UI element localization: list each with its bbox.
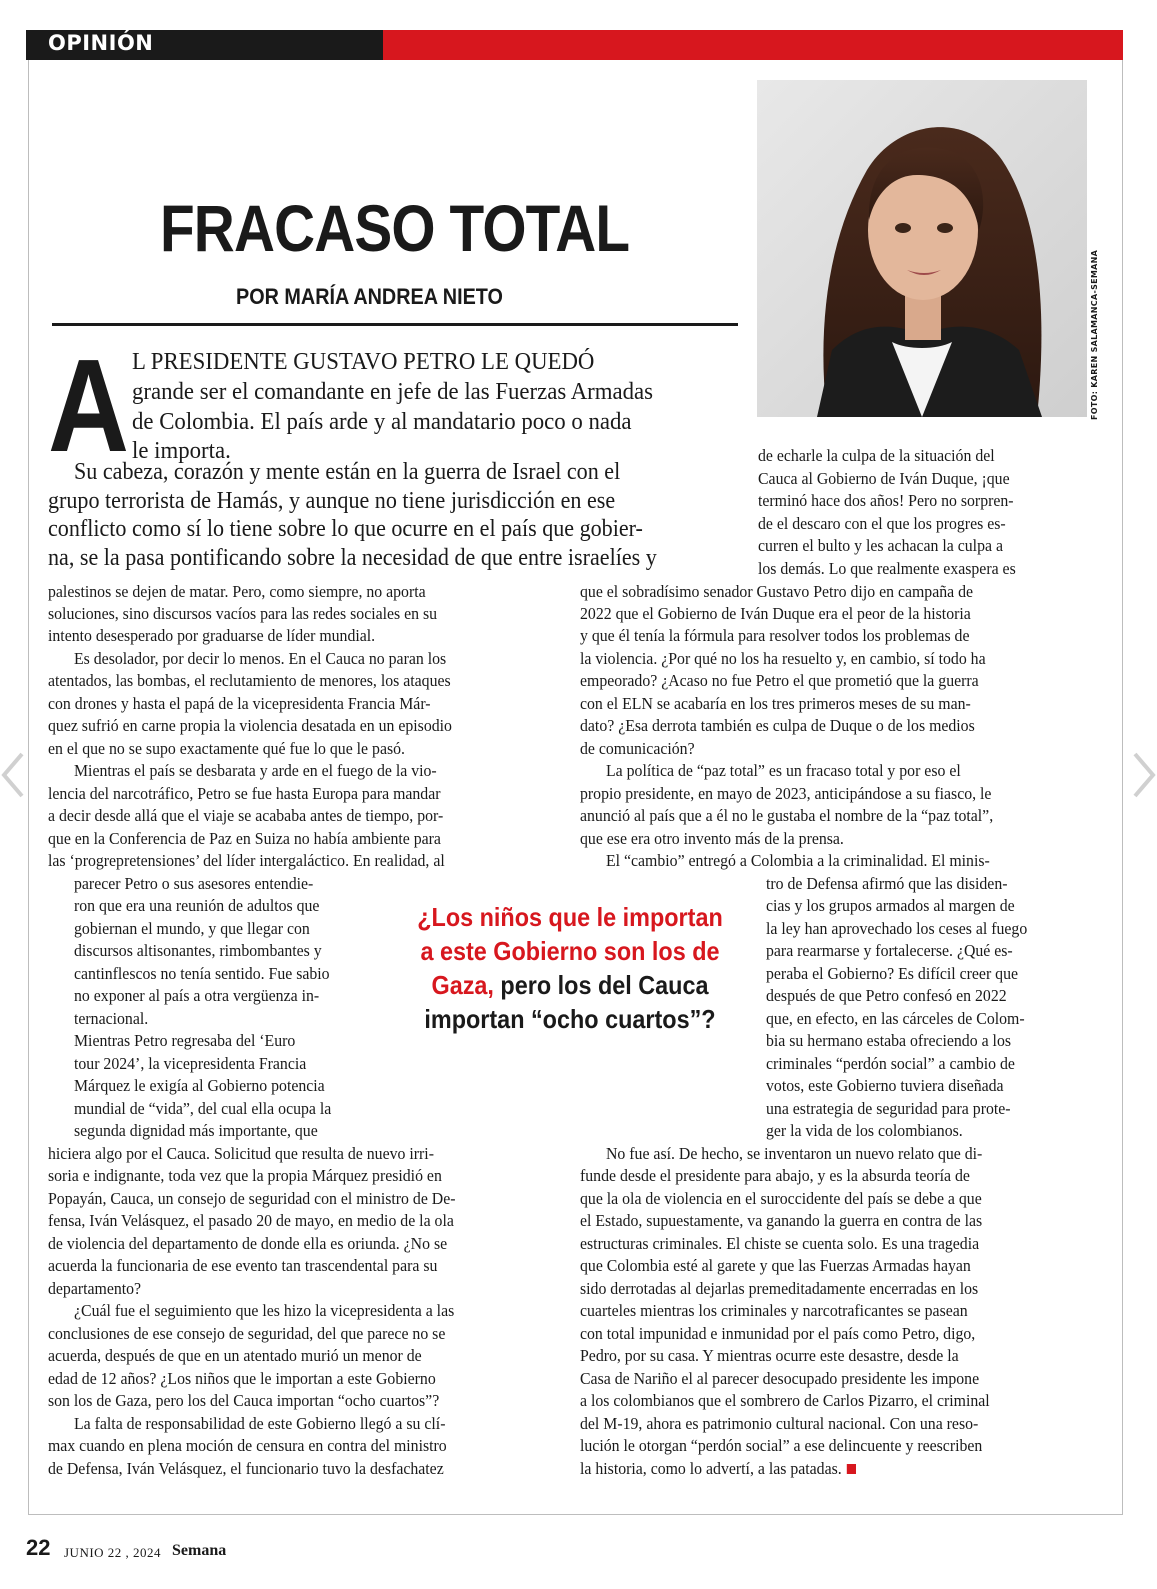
body-line: acuerda, después de que en un atentado murió un menor de bbox=[48, 1346, 422, 1365]
next-page-arrow-icon[interactable] bbox=[1127, 750, 1157, 800]
body-line: ron que era una reunión de adultos que bbox=[74, 896, 320, 915]
body-line: bia su hermano estaba ofreciendo a los bbox=[766, 1031, 1012, 1050]
drop-cap: A bbox=[48, 332, 130, 479]
body-line: para rearmarse y fortalecerse. ¿Qué es- bbox=[766, 941, 1013, 960]
article-byline: POR MARÍA ANDREA NIETO bbox=[236, 284, 503, 309]
body-line: de comunicación? bbox=[580, 739, 695, 758]
body-line: atentados, las bombas, el reclutamiento de menores, los ataques bbox=[48, 671, 451, 690]
body-line: tro de Defensa afirmó que las disiden- bbox=[766, 874, 1008, 893]
body-line: terminó hace dos años! Pero no sorpren- bbox=[758, 491, 1014, 510]
body-line: después de que Petro confesó en 2022 bbox=[766, 986, 1007, 1005]
pull-quote-red: ¿Los niños que le importan a este Gobierno son los de Gaza, bbox=[417, 902, 723, 1000]
body-line: conclusiones de ese consejo de seguridad, del que parece no se bbox=[48, 1324, 446, 1343]
body-line: a decir desde allá que el viaje se acababa antes de tiempo, por- bbox=[48, 806, 444, 825]
body-line: soluciones, sino discursos vacíos para las redes sociales en su bbox=[48, 604, 438, 623]
lead-line: L PRESIDENTE GUSTAVO PETRO LE QUEDÓ bbox=[132, 349, 595, 375]
body-line: intento desesperado por graduarse de líder mundial. bbox=[48, 626, 376, 645]
body-line: que la ola de violencia en el suroccidente del país se debe a que bbox=[580, 1189, 982, 1208]
body-line: segunda dignidad más importante, que bbox=[74, 1121, 318, 1140]
body-line: El “cambio” entregó a Colombia a la criminalidad. El minis- bbox=[606, 851, 990, 870]
body-line: departamento? bbox=[48, 1279, 142, 1298]
body-line: funde desde el presidente para abajo, y es la absurda teoría de bbox=[580, 1166, 970, 1185]
body-line: con total impunidad e inmunidad por el país como Petro, digo, bbox=[580, 1324, 976, 1343]
body-line: cias y los grupos armados al margen de bbox=[766, 896, 1015, 915]
body-line: empeorado? ¿Acaso no fue Petro el que prometió que la guerra bbox=[580, 671, 979, 690]
body-line: No fue así. De hecho, se inventaron un nuevo relato que di- bbox=[606, 1144, 983, 1163]
body-line: Popayán, Cauca, un consejo de seguridad con el ministro de De- bbox=[48, 1189, 456, 1208]
page-number: 22 bbox=[26, 1535, 51, 1560]
author-portrait-illustration bbox=[757, 80, 1087, 417]
body-line: del M-19, ahora es patrimonio cultural nacional. Con una reso- bbox=[580, 1414, 979, 1433]
body-line: discursos altisonantes, rimbombantes y bbox=[74, 941, 322, 960]
body-line: una estrategia de seguridad para prote- bbox=[766, 1099, 1011, 1118]
magazine-name: Semana bbox=[172, 1542, 227, 1559]
body-line: que el sobradísimo senador Gustavo Petro dijo en campaña de bbox=[580, 582, 974, 601]
body-line: Casa de Nariño el al parecer desocupado presidente les impone bbox=[580, 1369, 980, 1388]
lead-line: grupo terrorista de Hamás, y aunque no tiene jurisdicción en ese bbox=[48, 488, 616, 514]
title-rule bbox=[52, 323, 738, 326]
body-line: edad de 12 años? ¿Los niños que le importan a este Gobierno bbox=[48, 1369, 436, 1388]
pull-quote-black: pero los del Cauca importan “ocho cuartos”? bbox=[424, 970, 716, 1034]
body-line: la violencia. ¿Por qué no los ha resuelto y, en cambio, sí todo ha bbox=[580, 649, 986, 668]
body-line: con drones y hasta el papá de la vicepresidenta Francia Már- bbox=[48, 694, 431, 713]
body-line: cuarteles mientras los criminales y narcotraficantes se pasean bbox=[580, 1301, 968, 1320]
body-line: a los colombianos que el sombrero de Carlos Pizarro, el criminal bbox=[580, 1391, 990, 1410]
body-line: Mientras el país se desbarata y arde en el fuego de la vio- bbox=[74, 761, 437, 780]
body-line: propio presidente, en mayo de 2023, anticipándose a su fiasco, le bbox=[580, 784, 992, 803]
body-line: cantinflescos no tenía sentido. Fue sabio bbox=[74, 964, 330, 983]
photo-credit: FOTO: KAREN SALAMANCA-SEMANA bbox=[1090, 249, 1099, 420]
body-line: y que él tenía la fórmula para resolver todos los problemas de bbox=[580, 626, 970, 645]
body-line: criminales “perdón social” a cambio de bbox=[766, 1054, 1015, 1073]
body-line: en el que no se supo exactamente qué fue lo que le pasó. bbox=[48, 739, 405, 758]
body-line: peraba el Gobierno? Es difícil creer que bbox=[766, 964, 1019, 983]
body-line: La política de “paz total” es un fracaso total y por eso el bbox=[606, 761, 961, 780]
lead-line: grande ser el comandante en jefe de las Fuerzas Armadas bbox=[132, 379, 654, 405]
body-line: La falta de responsabilidad de este Gobierno llegó a su clí- bbox=[74, 1414, 446, 1433]
body-line: las ‘progrepretensiones’ del líder intergaláctico. En realidad, al bbox=[48, 851, 445, 870]
body-line-last bbox=[580, 1460, 856, 1477]
lead-line: na, se la pasa pontificando sobre la necesidad de que entre israelíes y bbox=[48, 545, 657, 571]
body-line: fensa, Iván Velásquez, el pasado 20 de mayo, en medio de la ola bbox=[48, 1211, 454, 1230]
body-line: no exponer al país a otra vergüenza in- bbox=[74, 986, 320, 1005]
section-label: OPINIÓN bbox=[48, 31, 154, 55]
body-line: de echarle la culpa de la situación del bbox=[758, 446, 995, 465]
body-line: anunció al país que a él no le gustaba el nombre de la “paz total”, bbox=[580, 806, 994, 825]
body-line: gobiernan el mundo, y que llegar con bbox=[74, 919, 310, 938]
body-line: que ese era otro invento más de la prensa. bbox=[580, 829, 844, 848]
body-line: de el descaro con el que los progres es- bbox=[758, 514, 1006, 533]
body-line: de violencia del departamento de donde ella es oriunda. ¿No se bbox=[48, 1234, 448, 1253]
body-line: dato? ¿Esa derrota también es culpa de Duque o de los medios bbox=[580, 716, 975, 735]
body-line: el Estado, supuestamente, va ganando la guerra en contra de las bbox=[580, 1211, 983, 1230]
body-line-text: la historia, como lo advertí, a las patadas. bbox=[580, 1459, 842, 1478]
body-line: que en la Conferencia de Paz en Suiza no había ambiente para bbox=[48, 829, 441, 848]
body-line: 2022 que el Gobierno de Iván Duque era el peor de la historia bbox=[580, 604, 971, 623]
body-line: son los de Gaza, pero los del Cauca importan “ocho cuartos”? bbox=[48, 1391, 440, 1410]
body-line: hiciera algo por el Cauca. Solicitud que resulta de nuevo irri- bbox=[48, 1144, 434, 1163]
lead-line: le importa. bbox=[132, 438, 231, 464]
body-line: tour 2024’, la vicepresidenta Francia bbox=[74, 1054, 307, 1073]
body-line: Mientras Petro regresaba del ‘Euro bbox=[74, 1031, 296, 1050]
body-line: palestinos se dejen de matar. Pero, como siempre, no aporta bbox=[48, 582, 426, 601]
body-line: max cuando en plena moción de censura en contra del ministro bbox=[48, 1436, 447, 1455]
body-line: ¿Cuál fue el seguimiento que les hizo la vicepresidenta a las bbox=[74, 1301, 455, 1320]
body-line: que, en efecto, en las cárceles de Colom- bbox=[766, 1009, 1025, 1028]
article-title: FRACASO TOTAL bbox=[160, 191, 630, 265]
body-line: los demás. Lo que realmente exaspera es bbox=[758, 559, 1016, 578]
body-line: con el ELN se acabaría en los tres primeros meses de su man- bbox=[580, 694, 971, 713]
body-line: ger la vida de los colombianos. bbox=[766, 1121, 963, 1140]
body-line: curren el bulto y les achacan la culpa a bbox=[758, 536, 1003, 555]
body-line: estructuras criminales. El chiste se cuenta solo. Es una tragedia bbox=[580, 1234, 980, 1253]
body-line: Cauca al Gobierno de Iván Duque, ¡que bbox=[758, 469, 1010, 488]
body-line: lución le otorgan “perdón social” a ese delincuente y reescriben bbox=[580, 1436, 983, 1455]
pull-quote bbox=[417, 900, 723, 1036]
body-line: quez sufrió en carne propia la violencia desatada en un episodio bbox=[48, 716, 452, 735]
body-line: Márquez le exigía al Gobierno potencia bbox=[74, 1076, 325, 1095]
body-line: Es desolador, por decir lo menos. En el Cauca no paran los bbox=[74, 649, 447, 668]
body-line: la ley han aprovechado los ceses al fuego bbox=[766, 919, 1028, 938]
lead-line: conflicto como sí lo tiene sobre lo que ocurre en el país que gobier- bbox=[48, 516, 643, 542]
body-line: mundial de “vida”, del cual ella ocupa la bbox=[74, 1099, 332, 1118]
lead-line: de Colombia. El país arde y al mandatario poco o nada bbox=[132, 409, 632, 435]
body-line: de Defensa, Iván Velásquez, el funcionario tuvo la desfachatez bbox=[48, 1459, 444, 1478]
body-line: ternacional. bbox=[74, 1009, 149, 1028]
lead-line: Su cabeza, corazón y mente están en la guerra de Israel con el bbox=[74, 459, 621, 485]
previous-page-arrow-icon[interactable] bbox=[0, 750, 30, 800]
body-line: votos, este Gobierno tuviera diseñada bbox=[766, 1076, 1004, 1095]
author-photo bbox=[757, 80, 1087, 417]
issue-date: JUNIO 22 , 2024 bbox=[64, 1545, 162, 1560]
body-line: sido derrotadas al dejarlas premeditadamente encerradas en los bbox=[580, 1279, 979, 1298]
end-mark bbox=[847, 1464, 856, 1474]
body-line: lencia del narcotráfico, Petro se fue hasta Europa para mandar bbox=[48, 784, 441, 803]
body-line: que Colombia esté al garete y que las Fuerzas Armadas hayan bbox=[580, 1256, 971, 1275]
section-accent-bar bbox=[383, 30, 1123, 60]
body-line: acuerda la funcionaria de ese evento tan trascendental para su bbox=[48, 1256, 438, 1275]
body-line: parecer Petro o sus asesores entendie- bbox=[74, 874, 314, 893]
body-line: Pedro, por su casa. Y mientras ocurre este desastre, desde la bbox=[580, 1346, 959, 1365]
body-line: soria e indignante, toda vez que la propia Márquez presidió en bbox=[48, 1166, 442, 1185]
